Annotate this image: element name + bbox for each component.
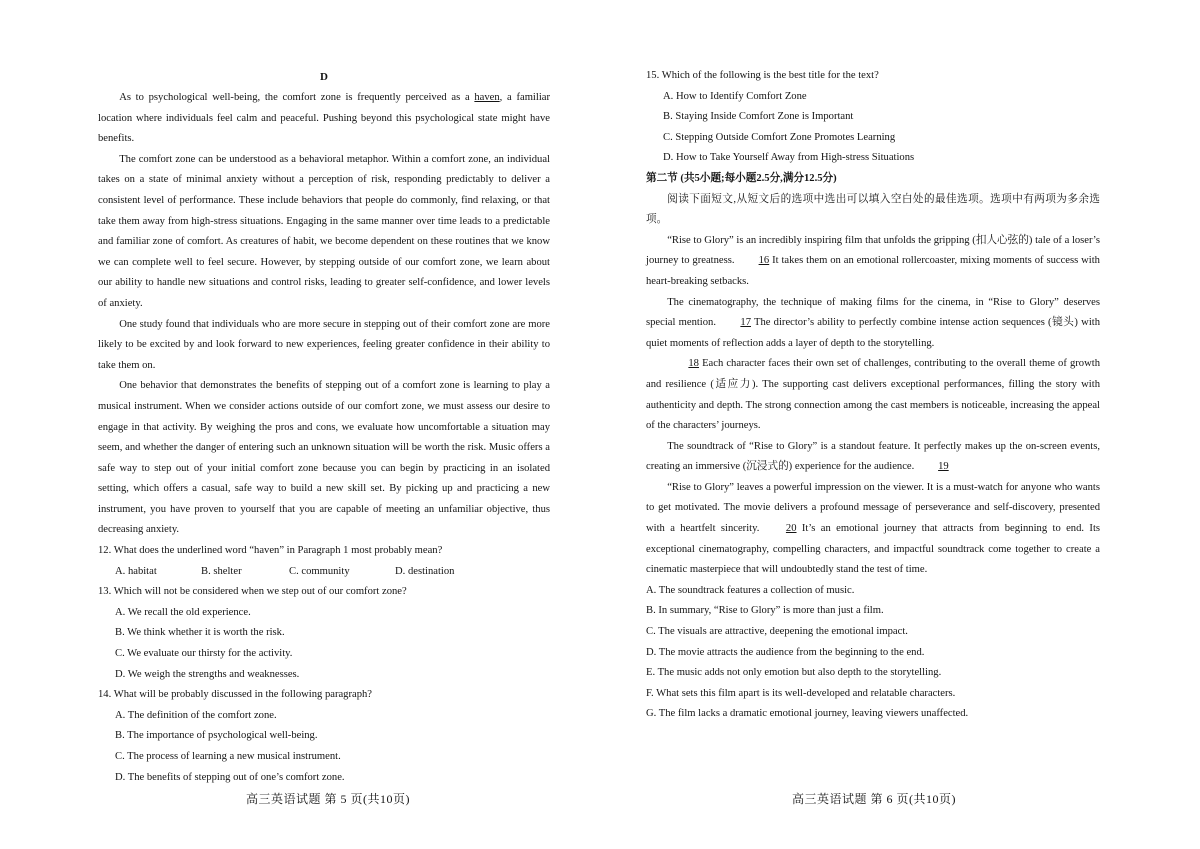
blank-18: 18 (688, 358, 699, 370)
option: C. Stepping Outside Comfort Zone Promotes Learning (663, 131, 896, 143)
question-12-options (98, 562, 550, 583)
choice-item: G. The film lacks a dramatic emotional journey, leaving viewers unaffected. (646, 708, 969, 720)
option: B. Staying Inside Comfort Zone is Important (663, 111, 854, 123)
passage-paragraph-2: The comfort zone can be understood as a behavioral metaphor. Within a comfort zone, an individual takes on a state of minimal anxiety without a perception of risk, responding predictably to deliver a consistent level of performance. These include behaviors that people do commonly, find relaxing, or that take them away from high-stress situations. Engaging in the same manner over time leads to a predictable and familiar zone of comfort. As creatures of habit, we become dependent on these routines that we know we can complete well to feel secure. However, by stepping outside of our comfort zone, we learn about our ability to handle new situations and control risks, leading to greater self-confidence, and lower levels of anxiety. (98, 153, 550, 309)
question-14-stem: 14. What will be probably discussed in the following paragraph? (98, 689, 372, 701)
blank-19: 19 (938, 461, 949, 473)
passage-paragraph-3: One study found that individuals who are more secure in stepping out of their comfort zone are more likely to be excited by and look forward to new experiences, feeling greater confidence in their ability to take them on. (98, 318, 550, 371)
option: A. We recall the old experience. (115, 606, 251, 618)
blank-16: 16 (758, 255, 770, 267)
page-footer-right: 高三英语试题 第 6 页(共10页) (792, 792, 956, 806)
option: C. The process of learning a new musical instrument. (115, 751, 341, 762)
film-paragraph-5: “Rise to Glory” leaves a powerful impression on the viewer. It is a must-watch for anyone who wants to get motivated. The movie delivers a profound message of perseverance and self-discovery, presented with a heartfelt sincerity. 20 It’s an emotional journey that attracts from beginning to end. Its exceptional cinematography, compelling characters, and impactful soundtrack come together to create a cinematic masterpiece that will undoubtedly stand the test of time. (646, 481, 1101, 576)
section-title: D (320, 71, 328, 83)
option: C. community (289, 565, 350, 577)
option: A. habitat (115, 565, 157, 577)
choice-item: D. The movie attracts the audience from the beginning to the end. (646, 646, 925, 658)
choice-item: A. The soundtrack features a collection of music. (646, 584, 855, 596)
option: A. The definition of the comfort zone. (115, 709, 277, 721)
option: B. We think whether it is worth the risk. (115, 627, 285, 639)
part-2-heading: 第二节 (共5小题;每小题2.5分,满分12.5分) (646, 172, 837, 184)
part-2-instructions: 阅读下面短文,从短文后的选项中选出可以填入空白处的最佳选项。选项中有两项为多余选项。 (646, 193, 1100, 226)
option: D. We weigh the strengths and weaknesses. (115, 668, 300, 680)
film-paragraph-2: The cinematography, the technique of making films for the cinema, in “Rise to Glory” deserves special mention. 17 The director’s ability to perfectly combine intense action sequences (镜头) with quiet moments of reflection adds a layer of depth to the storytelling. (646, 296, 1100, 349)
left-page (98, 66, 550, 788)
option: C. We evaluate our thirsty for the activity. (115, 648, 293, 660)
film-paragraph-1: “Rise to Glory” is an incredibly inspiring film that unfolds the gripping (扣人心弦的) tale of a loser’s journey to greatness. 16 It takes them on an emotional rollercoaster, mixing moments of success with heart-breaking setbacks. (646, 234, 1100, 287)
option: A. How to Identify Comfort Zone (663, 90, 807, 102)
option: D. The benefits of stepping out of one’s comfort zone. (115, 771, 345, 783)
option: B. shelter (201, 565, 242, 577)
film-paragraph-4: The soundtrack of “Rise to Glory” is a standout feature. It perfectly makes up the on-screen events, creating an immersive (沉浸式的) experience for the audience. 19 (646, 437, 1100, 478)
option: D. destination (395, 565, 455, 577)
question-12-stem: 12. What does the underlined word “haven” in Paragraph 1 most probably mean? (98, 545, 443, 557)
choice-item: B. In summary, “Rise to Glory” is more than just a film. (646, 605, 884, 617)
option: D. How to Take Yourself Away from High-stress Situations (663, 152, 915, 164)
right-page (646, 66, 1100, 725)
question-15-stem: 15. Which of the following is the best title for the text? (646, 70, 879, 81)
film-paragraph-3: 18 Each character faces their own set of challenges, contributing to the overall theme of growth and resilience (适应力). The supporting cast delivers exceptional performances, filling the story with authenticity and depth. The strong connection among the cast members is noticeable, increasing the appeal of the characters’ journeys. (646, 354, 1100, 436)
passage-paragraph-1: As to psychological well-being, the comfort zone is frequently perceived as a haven, a familiar location where individuals feel calm and peaceful. Pushing beyond this psychological state might have benefits. (98, 92, 550, 145)
question-13-stem: 13. Which will not be considered when we step out of our comfort zone? (98, 586, 407, 598)
blank-17: 17 (740, 317, 751, 329)
option: B. The importance of psychological well-being. (115, 730, 318, 742)
underlined-word-haven: haven (474, 92, 500, 103)
choice-item: F. What sets this film apart is its well-developed and relatable characters. (646, 687, 956, 699)
blank-20: 20 (785, 523, 797, 535)
passage-paragraph-4: One behavior that demonstrates the benefits of stepping out of a comfort zone is learning to play a musical instrument. When we consider actions outside of our comfort zone, we must assess our desire to engage in that activity. By weighing the pros and cons, we evaluate how uncomfortable a situation may seem, and whether the danger of entering such an unknown situation will be worth the risk. Music offers a safe way to step out of your initial comfort zone because you can begin by practicing in an isolated setting, which offers a casual, safe way to build a new skill set. By picking up and practicing a new instrument, you have proven to yourself that you are capable of meeting an unfamiliar objective, thus decreasing anxiety. (98, 380, 550, 536)
choice-item: C. The visuals are attractive, deepening the emotional impact. (646, 626, 908, 638)
page-footer-left: 高三英语试题 第 5 页(共10页) (246, 792, 410, 806)
choice-item: E. The music adds not only emotion but also depth to the storytelling. (646, 667, 942, 679)
